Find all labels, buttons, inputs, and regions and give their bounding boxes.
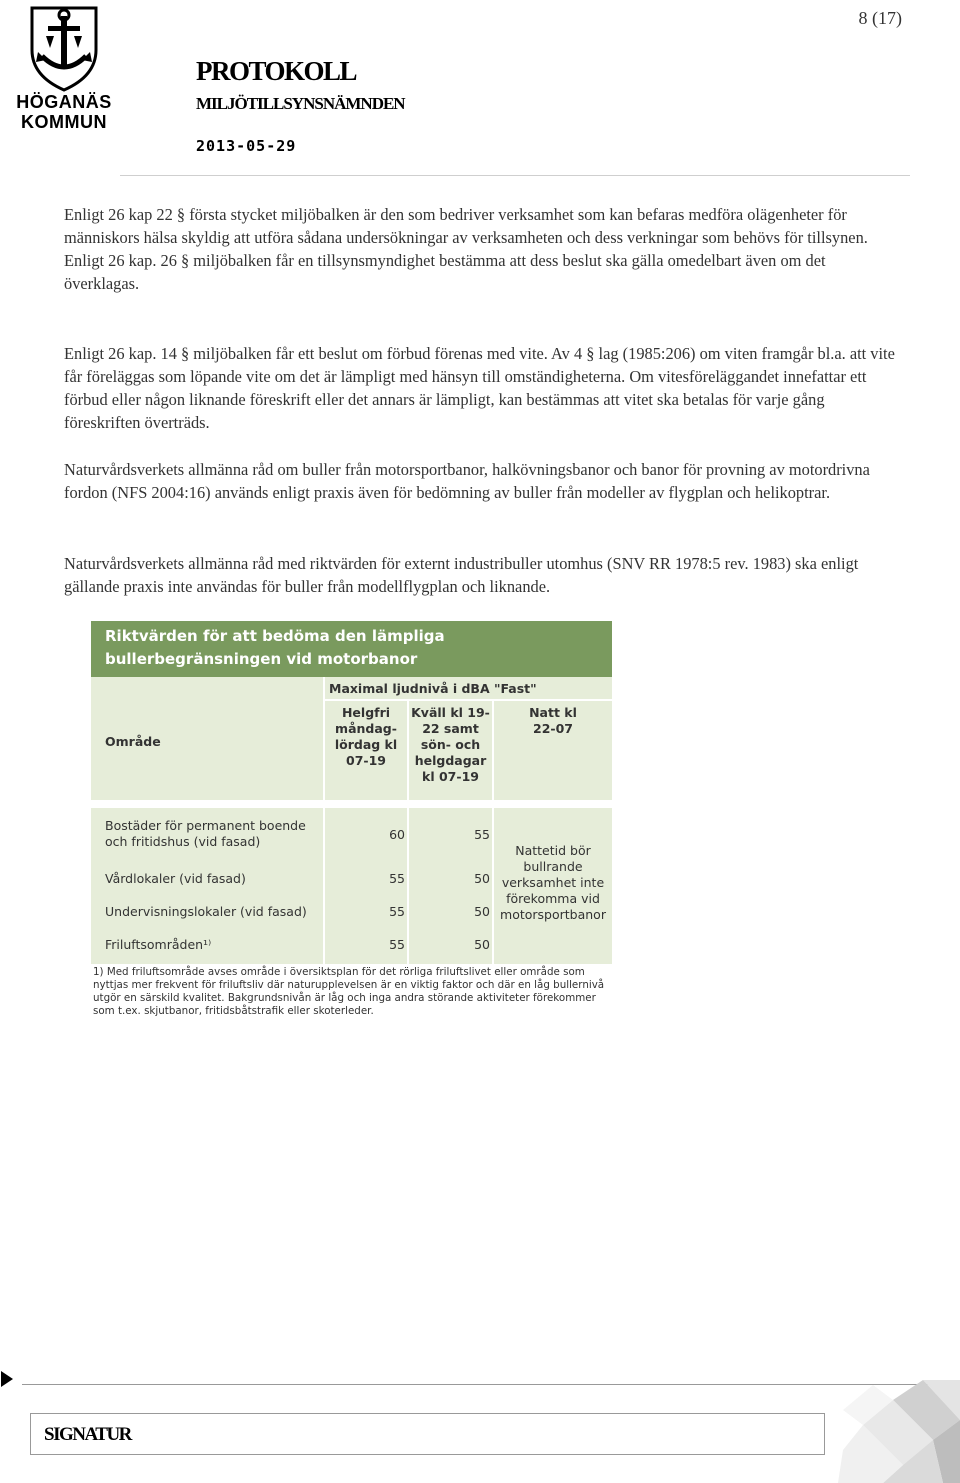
column-header-night: Natt kl 22-07: [494, 701, 612, 800]
table-cell-day: 60: [389, 827, 405, 842]
header-separator: [91, 800, 612, 808]
column-header-day: Helgfri måndag-lördag kl 07-19: [325, 701, 407, 800]
committee-name: MILJÖTILLSYNSNÄMNDEN: [196, 94, 405, 113]
paragraph-motorsport-noise: Naturvårdsverkets allmänna råd om buller från motorsportbanor, halkövningsbanor och banor för provning av motordrivna fordon (NFS 2004:16) används enligt praxis även för bedömning av buller från modeller av flygplan och helikoptrar.: [64, 460, 870, 502]
table-cell-evening: 55: [474, 827, 490, 842]
document-date: 2013-05-29: [196, 137, 297, 155]
triangle-marker-icon: [1, 1371, 13, 1387]
table-row-area: Undervisningslokaler (vid fasad): [105, 904, 307, 919]
logo-text-line2: KOMMUN: [21, 112, 107, 132]
table-row-area: Bostäder för permanent boende och fritidshus (vid fasad): [105, 818, 306, 849]
table-cell-evening: 50: [474, 937, 490, 952]
paragraph-inspection: Enligt 26 kap 22 § första stycket miljöbalken är den som bedriver verksamhet som kan befaras medföra olägenheter för människors hälsa skyldig att utföra sådana undersökningar av verksamheten och dess verkningar som behövs för tillsynen. Enligt 26 kap. 26 § miljöbalken får en tillsynsmyndighet bestämma att dess beslut ska gälla omedelbart även om det överklagas.: [64, 205, 868, 293]
column-header-evening: Kväll kl 19-22 samt sön- och helgdagar kl 07-19: [409, 701, 492, 800]
header-divider: [120, 175, 910, 176]
table-cell-evening: 50: [474, 904, 490, 919]
paragraph-industrial-noise: Naturvårdsverkets allmänna råd med riktvärden för externt industribuller utomhus (SNV RR 1978:5 rev. 1983) ska enligt gällande praxis inte användas för buller från modellflygplan och liknande.: [64, 554, 859, 596]
table-cell-day: 55: [389, 871, 405, 886]
table-cell-day: 55: [389, 904, 405, 919]
municipality-logo: [14, 4, 114, 132]
table-row-area: Friluftsområden¹⁾: [105, 937, 212, 952]
signature-label: SIGNATUR: [44, 1424, 131, 1445]
area-column-header: Område: [91, 677, 323, 800]
logo-text-line1: HÖGANÄS: [16, 92, 112, 112]
document-title: PROTOKOLL: [196, 56, 357, 86]
page-number: 8 (17): [858, 8, 902, 28]
table-cell-evening: 50: [474, 871, 490, 886]
paragraph-fines: Enligt 26 kap. 14 § miljöbalken får ett beslut om förbud förenas med vite. Av 4 § lag (1985:206) om viten framgår bl.a. att vite får föreläggas som löpande vite om det är lämpligt med hänsyn till omständigheterna. Om vitesföreläggandet innefattar ett förbud eller någon liknande föreskrift eller det annars är lämpligt, kan bestämmas att vitet ska betalas för varje gång föreskriften överträds.: [64, 344, 895, 432]
table-cell-day: 55: [389, 937, 405, 952]
decorative-diamond-pattern-icon: [833, 1380, 960, 1483]
table-footnote: 1) Med friluftsområde avses område i översiktsplan för det rörliga friluftslivet eller område som nyttjas mer frekvent för friluftsliv där naturupplevelsen är en viktig faktor och där en låg bullernivå utgör en särskild kvalitet. Bakgrundsnivån är låg och inga andra störande aktiviteter förekommer som t.ex. skjutbanor, fritidsbåtstrafik eller skoterleder.: [93, 966, 605, 1017]
anchor-crest-icon: [14, 4, 114, 94]
night-note: Nattetid bör bullrande verksamhet inte förekomma vid motorsportbanor: [500, 843, 606, 922]
table-title: Riktvärden för att bedöma den lämpliga bullerbegränsningen vid motorbanor: [91, 621, 612, 677]
signature-box: [30, 1413, 825, 1455]
table-row-area: Vårdlokaler (vid fasad): [105, 871, 246, 886]
footer-divider: [22, 1384, 960, 1385]
max-level-group-header: Maximal ljudnivå i dBA "Fast": [325, 677, 612, 699]
noise-guideline-table: [91, 621, 612, 1032]
